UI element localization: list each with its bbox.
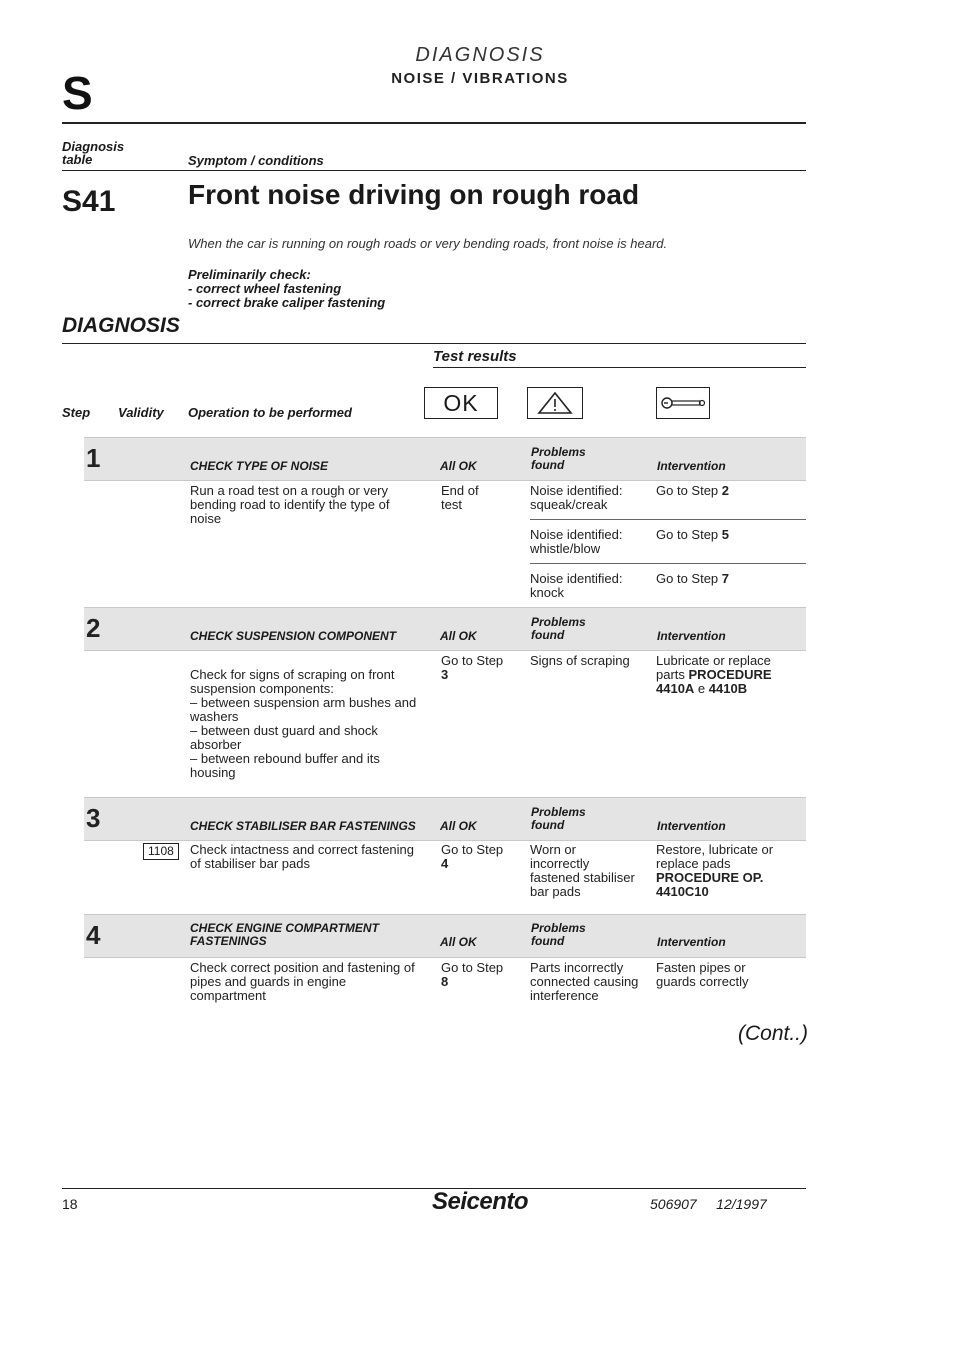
diagnosis-heading: DIAGNOSIS [62,314,180,337]
step-operation: Run a road test on a rough or very bending road to identify the type of noise [190,483,390,526]
problem-result: Worn or incorrectly fastened stabiliser bar pads [530,842,635,899]
step-operation: Check correct position and fastening of pipes and guards in engine compartment [190,960,415,1003]
problem-result: Signs of scraping [530,653,630,668]
page-number: 18 [62,1196,78,1212]
symptom-title: Front noise driving on rough road [188,179,640,210]
step-operation: Check for signs of scraping on front suspension components: – between suspension arm bushes and washers – between dust guard and shock absorber – between rebound buffer and its housing [190,667,417,780]
brand-logo: Seicento [431,1188,529,1215]
step-number: 4 [86,920,101,950]
intervention-result: Go to Step 7 [656,571,730,586]
col-operation: Operation to be performed [188,405,352,420]
step-number: 2 [86,613,101,643]
test-results-rule [433,367,806,368]
problem-result: Parts incorrectly connected causing interference [530,960,639,1003]
diagnosis-table-label: Diagnosis table [62,139,125,167]
ok-result: End of test [441,483,479,512]
continued-label: (Cont..) [737,1022,808,1045]
all-ok-label: All OK [440,935,477,949]
subject-title: NOISE / VIBRATIONS [391,70,569,87]
diagnosis-rule [62,343,806,344]
intervention-result: Go to Step 5 [656,527,730,542]
symptom-code: S41 [62,185,116,218]
symptom-description: When the car is running on rough roads or very bending roads, front noise is heard. [188,236,668,251]
header-rule [62,122,806,124]
step-title: CHECK ENGINE COMPARTMENT FASTENINGS [190,921,379,948]
warning-triangle-icon [527,387,583,419]
step-operation: Check intactness and correct fastening of stabiliser bar pads [190,842,415,871]
result-separator [530,519,806,520]
intervention-result: Go to Step 2 [656,483,730,498]
all-ok-label: All OK [440,459,477,473]
symptom-label: Symptom / conditions [188,153,324,168]
col-step: Step [62,405,91,420]
intervention-label: Intervention [657,819,726,833]
step-number: 3 [86,803,101,833]
ok-icon: OK [424,387,498,419]
intervention-result: Restore, lubricate or replace pads PROCEDURE OP. 4410C10 [656,842,774,899]
ok-result: Go to Step 8 [441,960,504,989]
problem-result: Noise identified: knock [530,571,623,600]
problems-found-label: Problems found [531,445,586,472]
symptom-rule [62,170,806,171]
step-title: CHECK TYPE OF NOISE [190,459,329,473]
category-title: DIAGNOSIS [415,44,545,66]
intervention-label: Intervention [657,629,726,643]
step-title: CHECK STABILISER BAR FASTENINGS [190,819,416,833]
problem-result: Noise identified: squeak/creak [530,483,623,512]
section-letter: S [62,67,93,119]
intervention-label: Intervention [657,459,726,473]
intervention-result: Fasten pipes or guards correctly [656,960,749,989]
all-ok-label: All OK [440,629,477,643]
intervention-label: Intervention [657,935,726,949]
wrench-icon [656,387,710,419]
ok-result: Go to Step 3 [441,653,504,682]
ok-result: Go to Step 4 [441,842,504,871]
all-ok-label: All OK [440,819,477,833]
validity-badge: 1108 [143,843,179,860]
problems-found-label: Problems found [531,805,586,832]
step-title: CHECK SUSPENSION COMPONENT [190,629,397,643]
problems-found-label: Problems found [531,921,586,948]
problem-result: Noise identified: whistle/blow [530,527,623,556]
preliminary-check: Preliminarily check: - correct wheel fastening - correct brake caliper fastening [188,267,386,310]
col-validity: Validity [118,405,164,420]
doc-reference: 506907 12/1997 [650,1196,767,1212]
step-number: 1 [86,443,101,473]
test-results-label: Test results [433,348,517,365]
problems-found-label: Problems found [531,615,586,642]
result-separator [530,563,806,564]
intervention-result: Lubricate or replace parts PROCEDURE 4410A e 4410B [656,653,772,696]
